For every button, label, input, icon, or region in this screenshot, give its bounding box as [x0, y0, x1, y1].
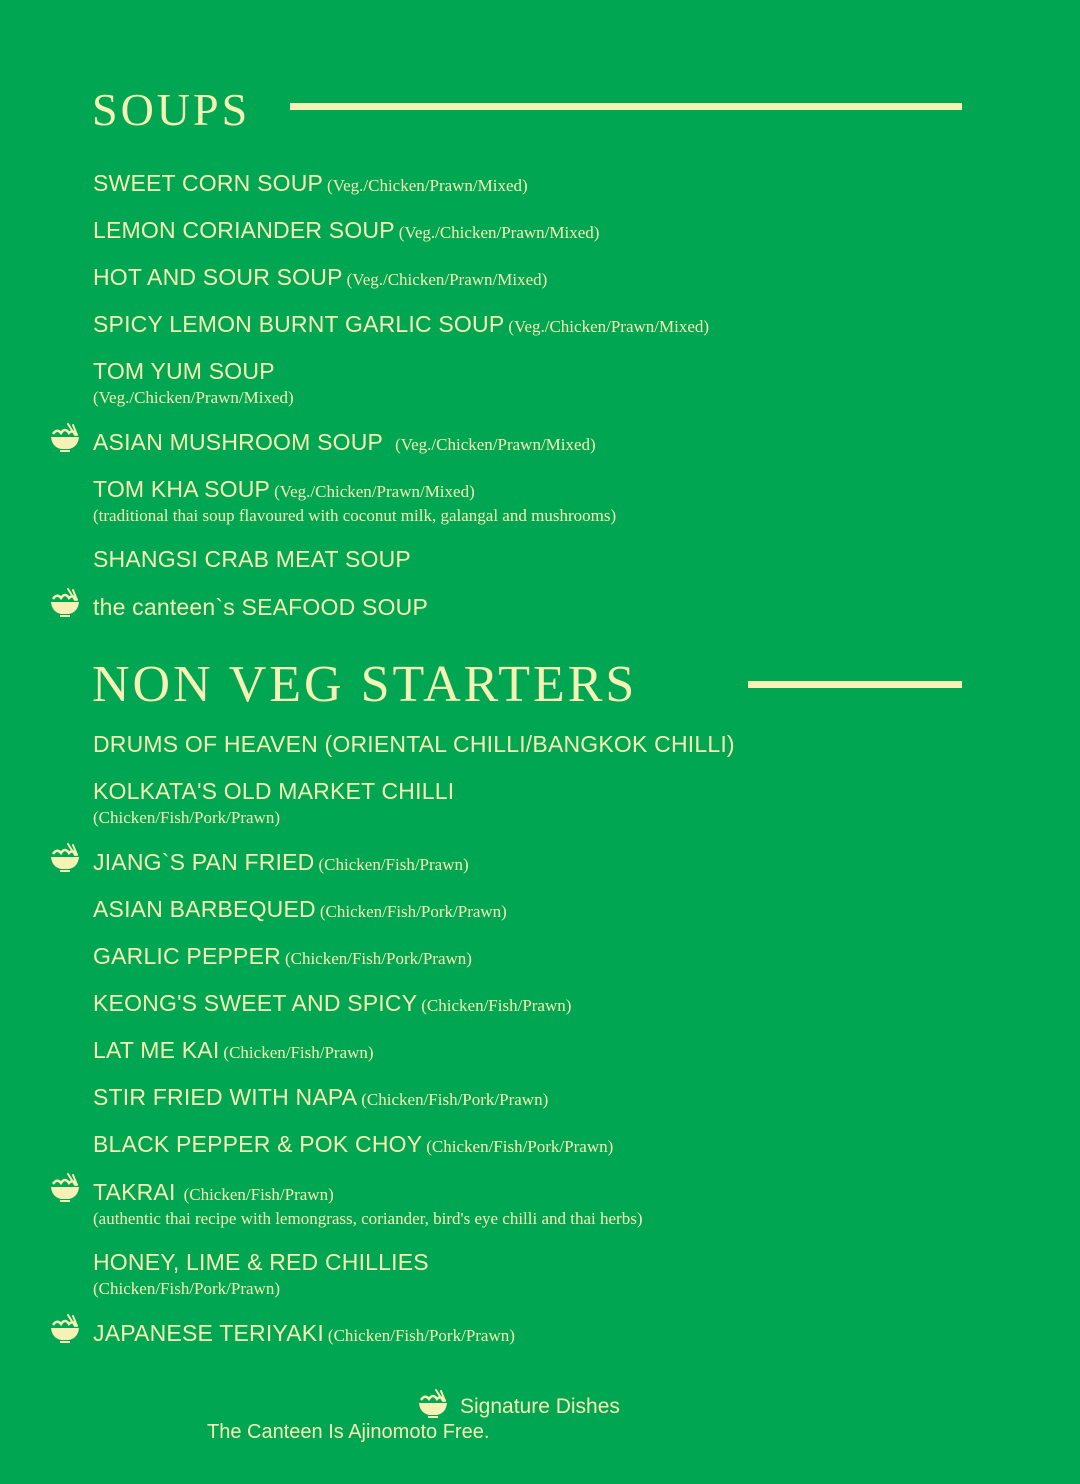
menu-item-name: GARLIC PEPPER	[93, 943, 281, 969]
menu-item-name: HOT AND SOUR SOUP	[93, 264, 343, 290]
menu-item	[93, 170, 528, 197]
signature-bowl-icon	[49, 1313, 81, 1345]
menu-item-description: (Chicken/Fish/Pork/Prawn)	[93, 1279, 280, 1298]
menu-item-options: (Chicken/Fish/Pork/Prawn)	[319, 902, 507, 921]
ajinomoto-free-note: The Canteen Is Ajinomoto Free.	[207, 1421, 490, 1443]
menu-item	[93, 594, 428, 621]
menu-item-name: JIANG`S PAN FRIED	[93, 849, 315, 875]
menu-item-options: (Chicken/Fish/Prawn)	[421, 996, 572, 1015]
menu-item	[93, 778, 454, 828]
menu-item-options: (Chicken/Fish/Pork/Prawn)	[361, 1090, 549, 1109]
menu-item	[93, 429, 596, 456]
menu-item-name: SHANGSI CRAB MEAT SOUP	[93, 546, 411, 572]
menu-item-options: (Chicken/Fish/Prawn)	[318, 855, 469, 874]
menu-item-name: SWEET CORN SOUP	[93, 170, 324, 196]
menu-item-name: TOM KHA SOUP	[93, 476, 271, 502]
menu-item-name: JAPANESE TERIYAKI	[93, 1320, 324, 1346]
menu-item-options: (Chicken/Fish/Pork/Prawn)	[327, 1326, 515, 1345]
menu-item-name: LAT ME KAI	[93, 1037, 220, 1063]
menu-item	[93, 1037, 374, 1064]
section-title-starters: NON VEG STARTERS	[92, 656, 638, 713]
menu-item-name: KOLKATA'S OLD MARKET CHILLI	[93, 778, 455, 804]
menu-item	[93, 731, 735, 758]
menu-item	[93, 943, 472, 970]
menu-item	[93, 264, 547, 291]
menu-item	[93, 358, 294, 408]
menu-item-options: (Veg./Chicken/Prawn/Mixed)	[327, 176, 528, 195]
menu-item	[93, 896, 507, 923]
menu-item	[93, 1320, 515, 1347]
menu-item	[93, 990, 571, 1017]
menu-item-name: HONEY, LIME & RED CHILLIES	[93, 1249, 429, 1275]
section-title-soups: SOUPS	[92, 84, 251, 135]
signature-bowl-icon	[49, 842, 81, 874]
signature-legend-label: Signature Dishes	[460, 1395, 620, 1418]
menu-item-name: KEONG'S SWEET AND SPICY	[93, 990, 418, 1016]
menu-item-name: TOM YUM SOUP	[93, 358, 275, 384]
signature-legend-bowl-icon	[416, 1388, 450, 1420]
signature-bowl-icon	[49, 587, 81, 619]
menu-item-options: (Veg./Chicken/Prawn/Mixed)	[395, 435, 596, 454]
menu-item-description: (Chicken/Fish/Pork/Prawn)	[93, 808, 280, 827]
menu-item-options: (Veg./Chicken/Prawn/Mixed)	[274, 482, 475, 501]
menu-item-options: (Veg./Chicken/Prawn/Mixed)	[508, 317, 710, 336]
starters-title-rule	[748, 681, 962, 688]
menu-item	[93, 476, 616, 526]
menu-item-options: (Veg./Chicken/Prawn/Mixed)	[398, 223, 600, 242]
menu-item	[93, 546, 411, 573]
menu-item	[93, 849, 469, 876]
menu-item	[93, 1179, 643, 1229]
menu-item-options: (Veg./Chicken/Prawn/Mixed)	[346, 270, 548, 289]
menu-item-options: (Chicken/Fish/Prawn)	[223, 1043, 374, 1062]
menu-item	[93, 1249, 429, 1299]
menu-item-options: (Chicken/Fish/Pork/Prawn)	[426, 1137, 614, 1156]
signature-bowl-icon	[49, 422, 81, 454]
menu-item	[93, 1131, 613, 1158]
menu-item	[93, 311, 709, 338]
menu-item-name: BLACK PEPPER & POK CHOY	[93, 1131, 423, 1157]
menu-item	[93, 1084, 548, 1111]
menu-item	[93, 217, 599, 244]
menu-item-name: DRUMS OF HEAVEN (ORIENTAL CHILLI/BANGKOK CHILLI)	[93, 731, 735, 757]
menu-item-name: STIR FRIED WITH NAPA	[93, 1084, 358, 1110]
menu-item-name: the canteen`s SEAFOOD SOUP	[93, 594, 428, 620]
menu-item-options: (Chicken/Fish/Prawn)	[183, 1185, 334, 1204]
signature-bowl-icon	[49, 1172, 81, 1204]
menu-item-name: TAKRAI	[93, 1179, 176, 1205]
menu-item-name: LEMON CORIANDER SOUP	[93, 217, 395, 243]
menu-item-description: (authentic thai recipe with lemongrass, coriander, bird's eye chilli and thai herbs)	[93, 1209, 643, 1228]
menu-item-name: SPICY LEMON BURNT GARLIC SOUP	[93, 311, 505, 337]
menu-item-name: ASIAN MUSHROOM SOUP	[93, 429, 384, 455]
soups-title-rule	[290, 103, 962, 110]
menu-item-description: (traditional thai soup flavoured with coconut milk, galangal and mushrooms)	[93, 506, 617, 525]
menu-item-options: (Chicken/Fish/Pork/Prawn)	[284, 949, 472, 968]
menu-item-name: ASIAN BARBEQUED	[93, 896, 316, 922]
menu-item-description: (Veg./Chicken/Prawn/Mixed)	[93, 388, 294, 407]
